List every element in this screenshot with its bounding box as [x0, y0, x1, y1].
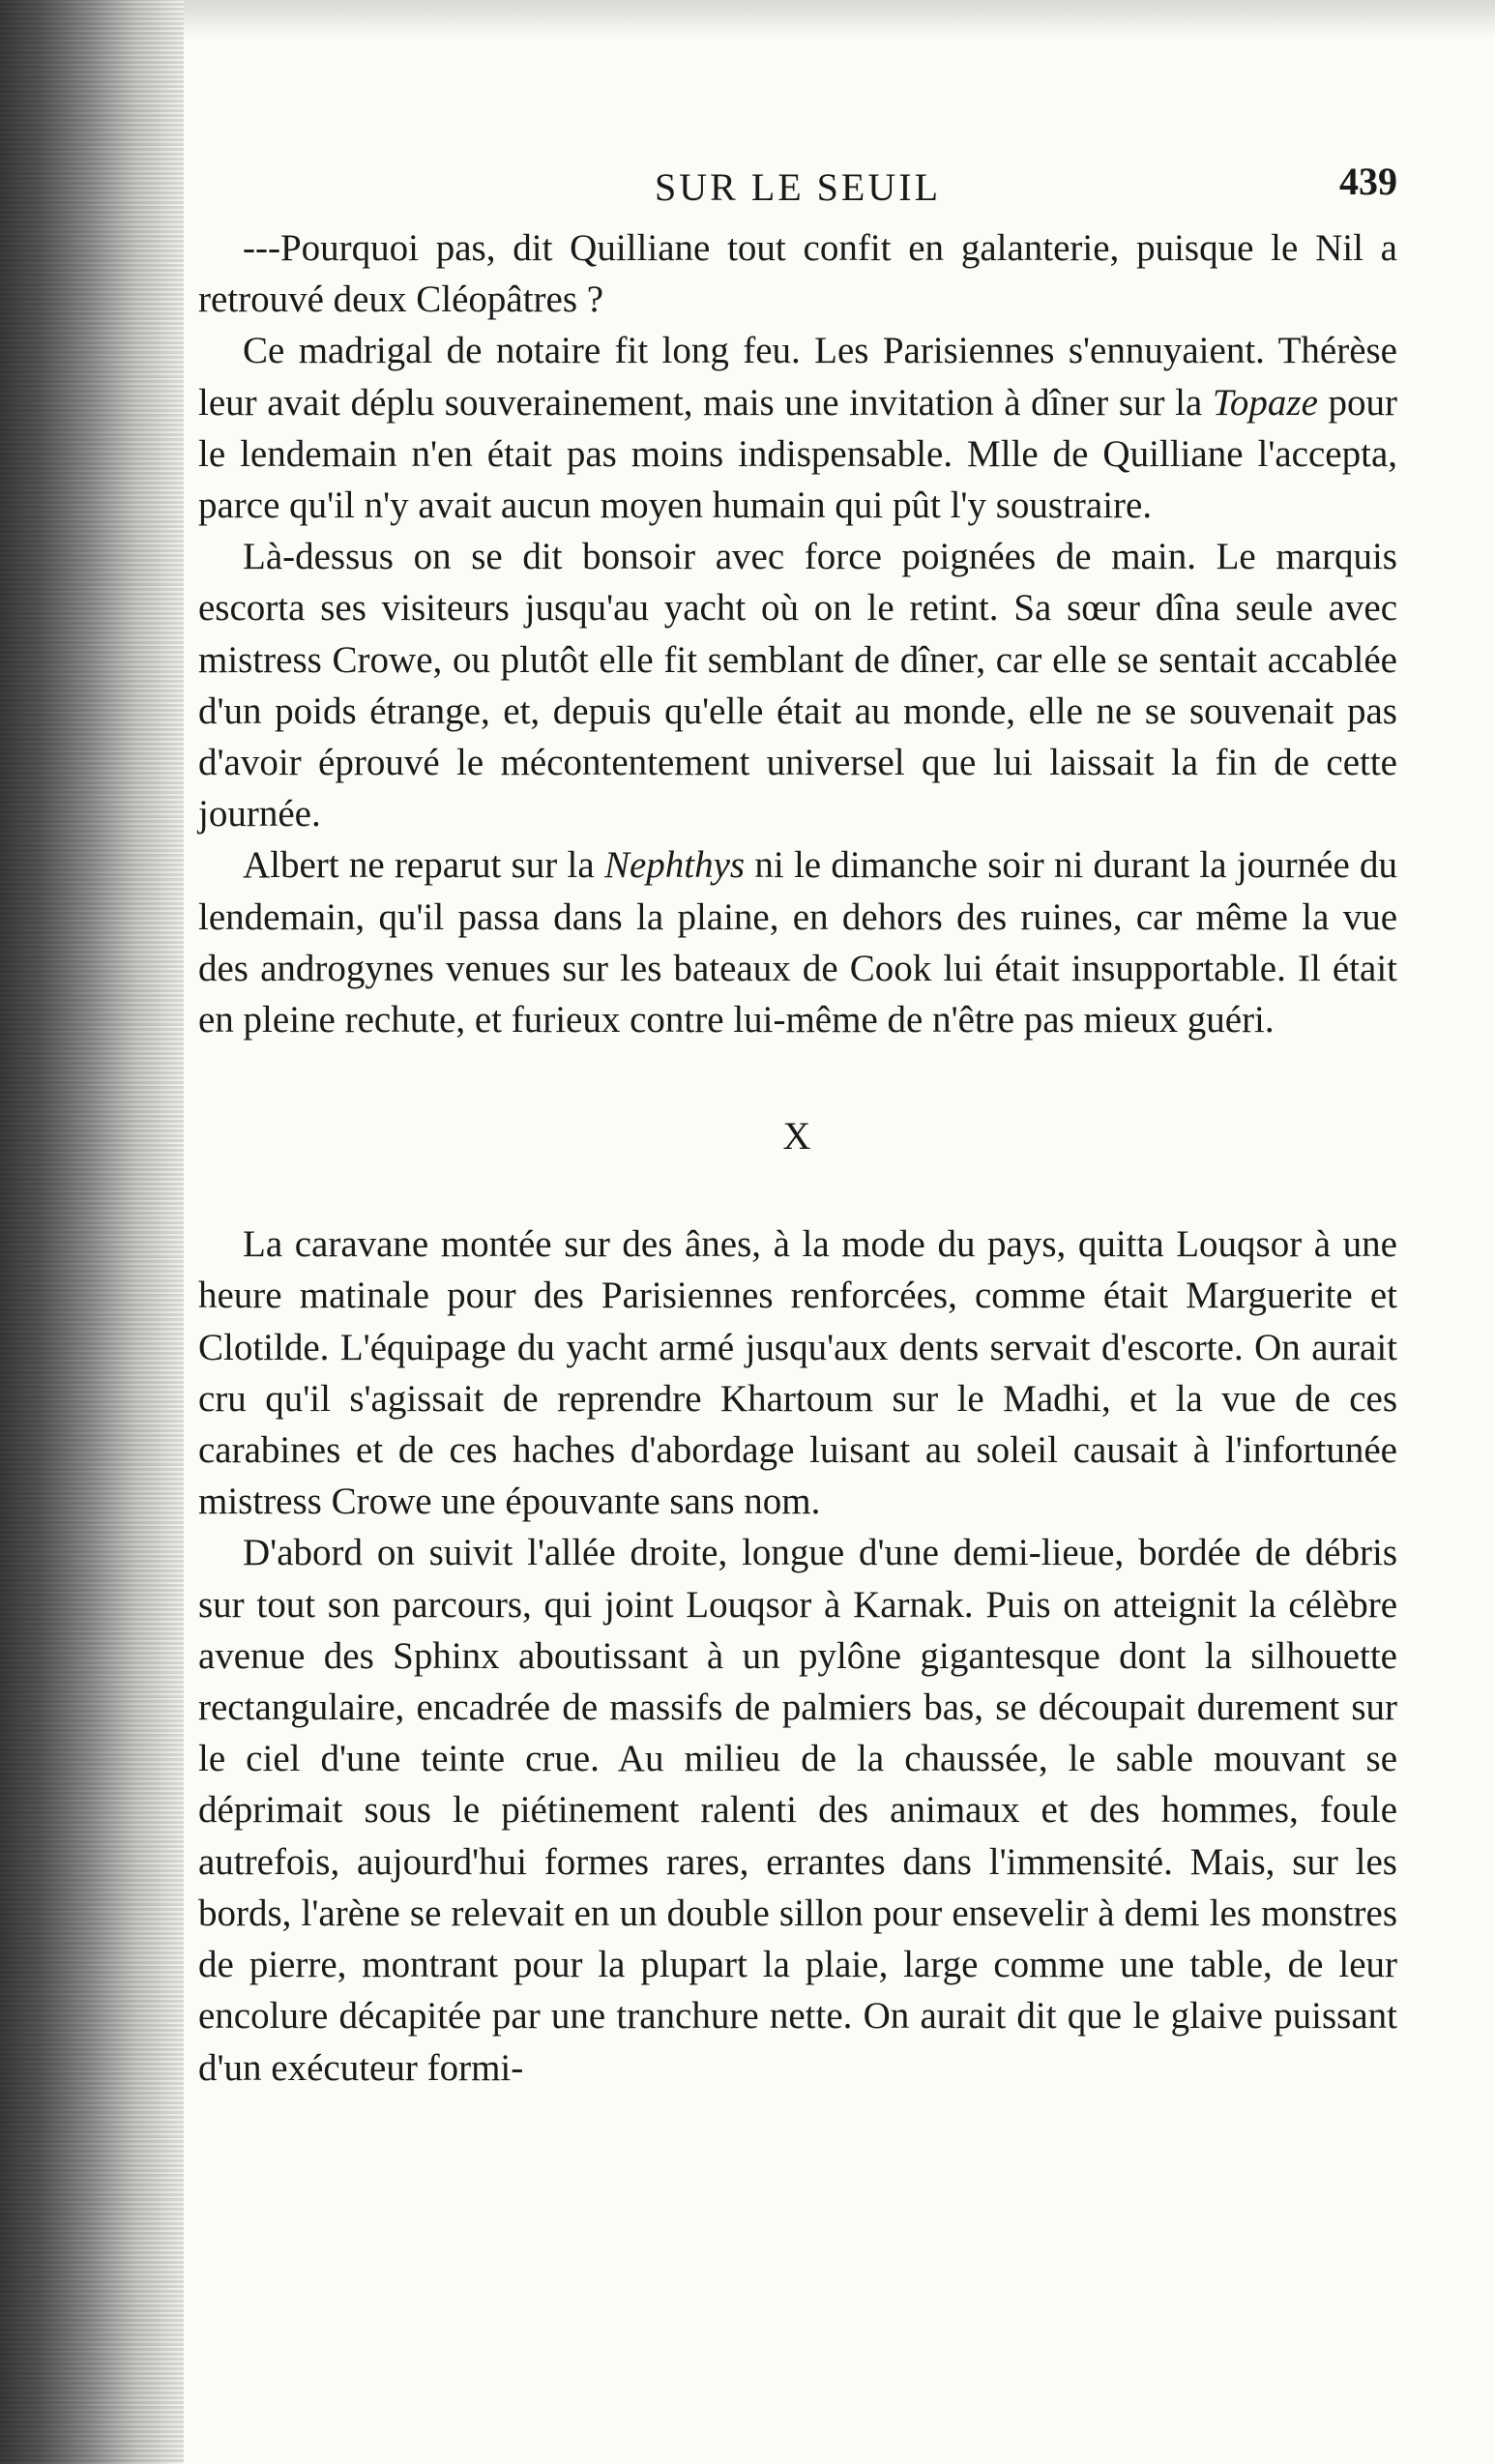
italic-ship-name: Topaze — [1212, 381, 1318, 424]
running-title: SUR LE SEUIL — [655, 165, 941, 209]
paragraph — [198, 325, 1397, 531]
paragraph: La caravane montée sur des ânes, à la mode du pays, quitta Louqsor à une heure matinale pour des Parisiennes renforcées, comme était Marguerite et Clotilde. L'équipage du yacht armé jusqu'aux dents servait d'escorte. On aurait cru qu'il s'agissait de reprendre Khartoum sur le Madhi, et la vue de ces carabines et de ces haches d'abordage luisant au soleil causait à l'infortunée mistress Crowe une épouvante sans nom. — [198, 1223, 1397, 1523]
text-run: pour le lendemain n'en était pas moins indispensable. Mlle de Quilliane l'accepta, parce qu'il n'y avait aucun moyen humain qui pût l'y soustraire. — [198, 381, 1397, 527]
paragraph — [198, 839, 1397, 1045]
running-header — [198, 155, 1397, 222]
page-top-edge — [184, 0, 1495, 39]
book-page — [198, 155, 1397, 2094]
paragraph: D'abord on suivit l'allée droite, longue d'une demi-lieue, bordée de débris sur tout son parcours, qui joint Louqsor à Karnak. Puis on atteignit la célèbre avenue des Sphinx aboutissant à un pylône gigantesque dont la silhouette rectangulaire, encadrée de massifs de palmiers bas, se découpait durement sur le ciel d'une teinte crue. Au milieu de la chaussée, le sable mouvant se déprimait sous le piétinement ralenti des animaux et des hommes, foule autrefois, aujourd'hui formes rares, errantes dans l'immensité. Mais, sur les bords, l'arène se relevait en un double sillon pour ensevelir à demi les monstres de pierre, montrant pour la plupart la plaie, large comme une table, de leur encolure décapitée par une tranchure nette. On aurait dit que le glaive puissant d'un exécuteur formi- — [198, 1532, 1397, 2089]
chapter-heading: X — [782, 1114, 813, 1159]
paragraph: ---Pourquoi pas, dit Quilliane tout confit en galanterie, puisque le Nil a retrouvé deux Cléopâtres ? — [198, 227, 1397, 321]
body-text-section-2 — [198, 1218, 1397, 2093]
book-gutter-shadow — [0, 0, 184, 2464]
text-run: ni le dimanche soir ni durant la journée du lendemain, qu'il passa dans la plaine, en dehors des ruines, car même la vue des androgynes venues sur les bateaux de Cook lui était insupportable. Il était en pleine rechute, et furieux contre lui-même de n'être pas mieux guéri. — [198, 844, 1398, 1041]
text-run: Albert ne reparut sur la — [243, 844, 604, 887]
text-run: Ce madrigal de notaire fit long feu. Les Parisiennes s'ennuyaient. Thérèse leur avait déplu souverainement, mais une invitation à dîner sur la — [198, 330, 1397, 424]
page-number: 439 — [1339, 160, 1397, 203]
paragraph: Là-dessus on se dit bonsoir avec force poignées de main. Le marquis escorta ses visiteurs jusqu'au yacht où on le retint. Sa sœur dîna seule avec mistress Crowe, ou plutôt elle fit semblant de dîner, car elle se sentait accablée d'un poids étrange, et, depuis qu'elle était au monde, elle ne se souvenait pas d'avoir éprouvé le mécontentement universel que lui laissait la fin de cette journée. — [198, 536, 1397, 836]
body-text-section-1 — [198, 222, 1397, 1045]
italic-ship-name: Nephthys — [603, 844, 746, 887]
